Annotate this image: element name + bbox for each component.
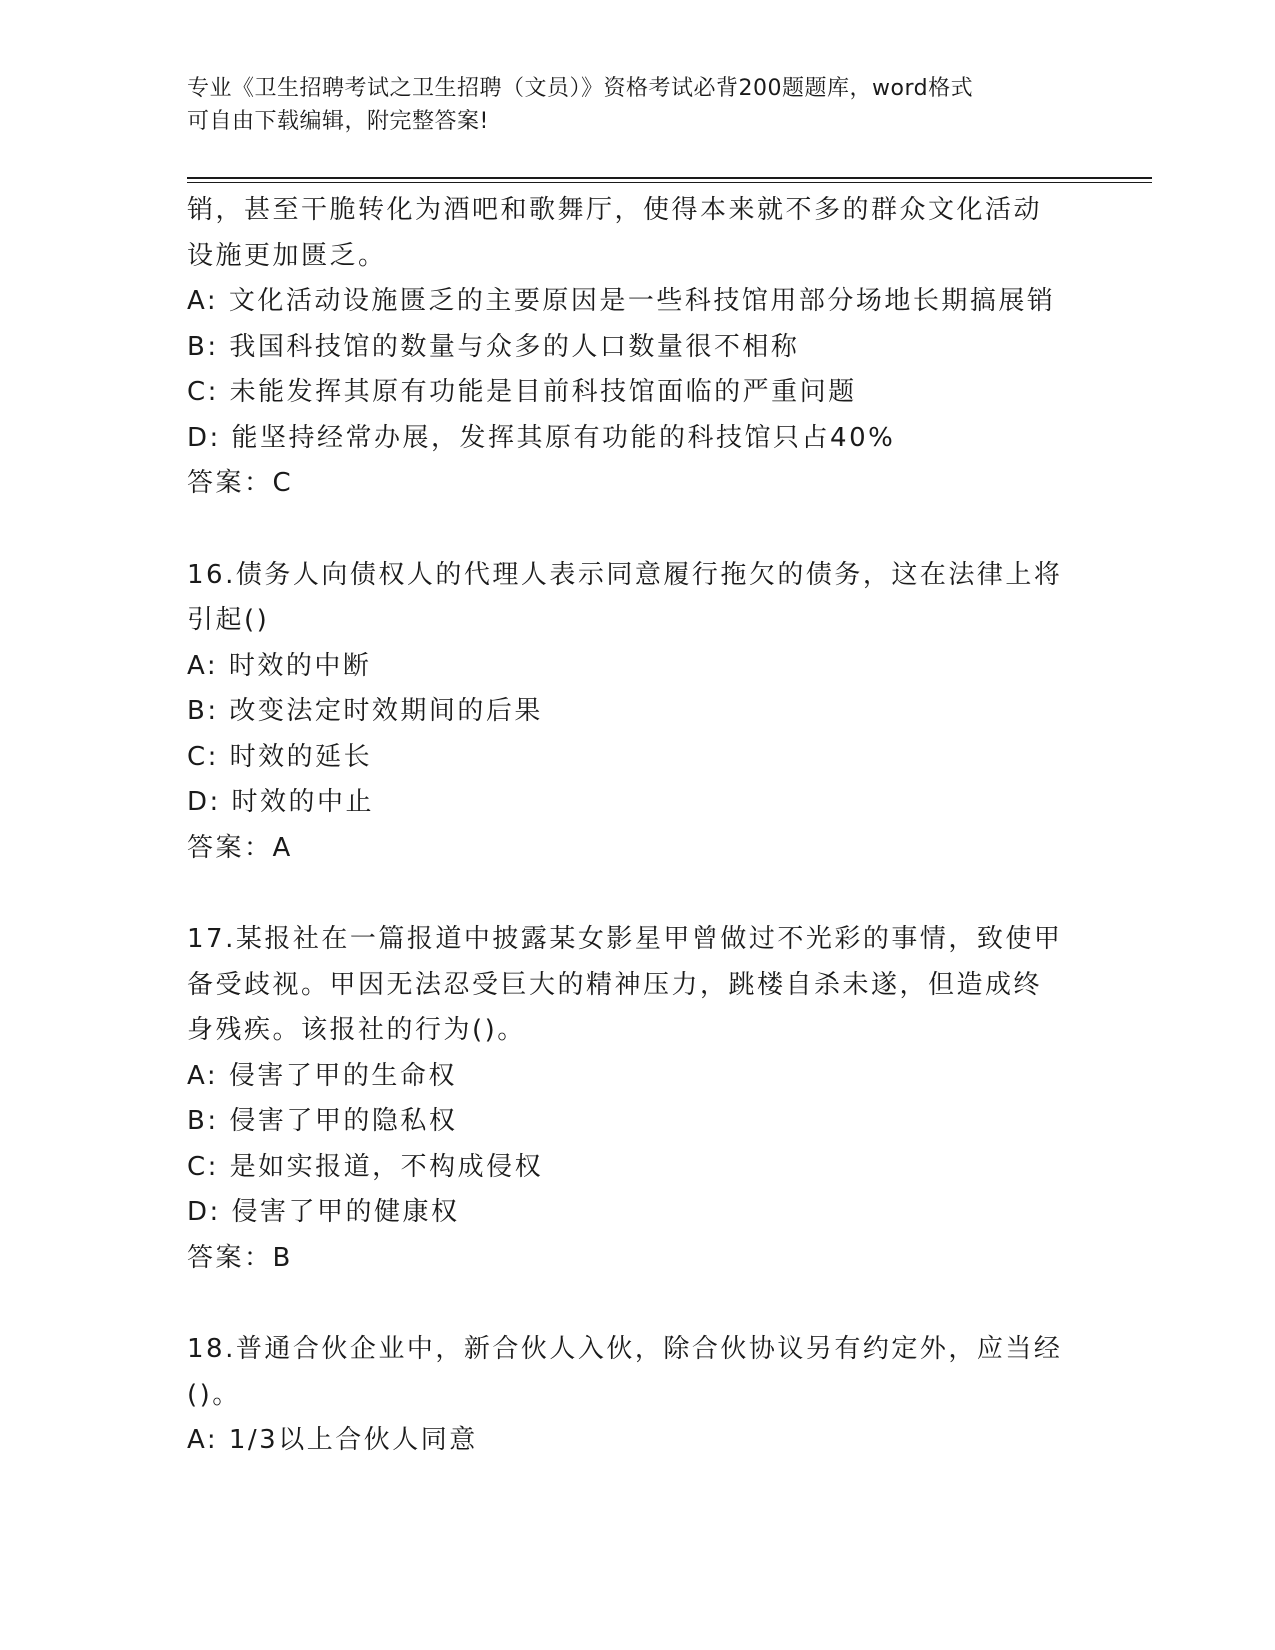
question-16	[187, 553, 1087, 872]
option-c: C: 是如实报道，不构成侵权	[187, 1151, 544, 1182]
question-18	[187, 1327, 1087, 1464]
header-title-line-2: 可自由下载编辑，附完整答案!	[187, 109, 489, 134]
option-b: B: 我国科技馆的数量与众多的人口数量很不相称	[187, 331, 800, 362]
option-d: D: 侵害了甲的健康权	[187, 1197, 460, 1227]
question-text-line: 16.债务人向债权人的代理人表示同意履行拖欠的债务，这在法律上将	[187, 559, 1063, 590]
option-b: B: 侵害了甲的隐私权	[187, 1106, 458, 1136]
option-a: A: 时效的中断	[187, 650, 372, 681]
option-c: C: 未能发挥其原有功能是目前科技馆面临的严重问题	[187, 377, 857, 407]
question-text-line: ()。	[187, 1379, 241, 1410]
option-d: D: 时效的中止	[187, 787, 375, 817]
question-17	[187, 917, 1087, 1281]
question-text-line: 18.普通合伙企业中，新合伙人入伙，除合伙协议另有约定外，应当经	[187, 1334, 1063, 1364]
option-d: D: 能坚持经常办展，发挥其原有功能的科技馆只占40%	[187, 422, 896, 453]
option-a: A: 文化活动设施匮乏的主要原因是一些科技馆用部分场地长期搞展销	[187, 286, 1056, 316]
question-content	[187, 188, 1087, 1464]
spacer	[187, 507, 1087, 553]
question-text-line: 备受歧视。甲因无法忍受巨大的精神压力，跳楼自杀未遂，但造成终	[187, 969, 1043, 1000]
option-a: A: 侵害了甲的生命权	[187, 1060, 457, 1091]
spacer	[187, 871, 1087, 917]
question-text-line: 设施更加匮乏。	[187, 240, 387, 271]
option-c: C: 时效的延长	[187, 741, 373, 772]
question-15-continuation	[187, 188, 1087, 507]
answer-line: 答案：C	[187, 468, 294, 498]
header-divider-thick	[187, 177, 1152, 179]
question-text-line: 引起()	[187, 605, 270, 635]
spacer	[187, 1281, 1087, 1327]
option-b: B: 改变法定时效期间的后果	[187, 696, 543, 726]
question-text-line: 17.某报社在一篇报道中披露某女影星甲曾做过不光彩的事情，致使甲	[187, 924, 1063, 954]
answer-line: 答案：B	[187, 1242, 293, 1273]
question-text-line: 销，甚至干脆转化为酒吧和歌舞厅，使得本来就不多的群众文化活动	[187, 195, 1043, 225]
question-text-line: 身残疾。该报社的行为()。	[187, 1015, 526, 1045]
header-divider-thin	[187, 182, 1152, 183]
header-title-line-1: 专业《卫生招聘考试之卫生招聘（文员）》资格考试必背200题题库，word格式	[187, 76, 974, 101]
answer-line: 答案：A	[187, 832, 293, 863]
page-header	[187, 72, 1067, 138]
option-a: A: 1/3以上合伙人同意	[187, 1425, 478, 1455]
